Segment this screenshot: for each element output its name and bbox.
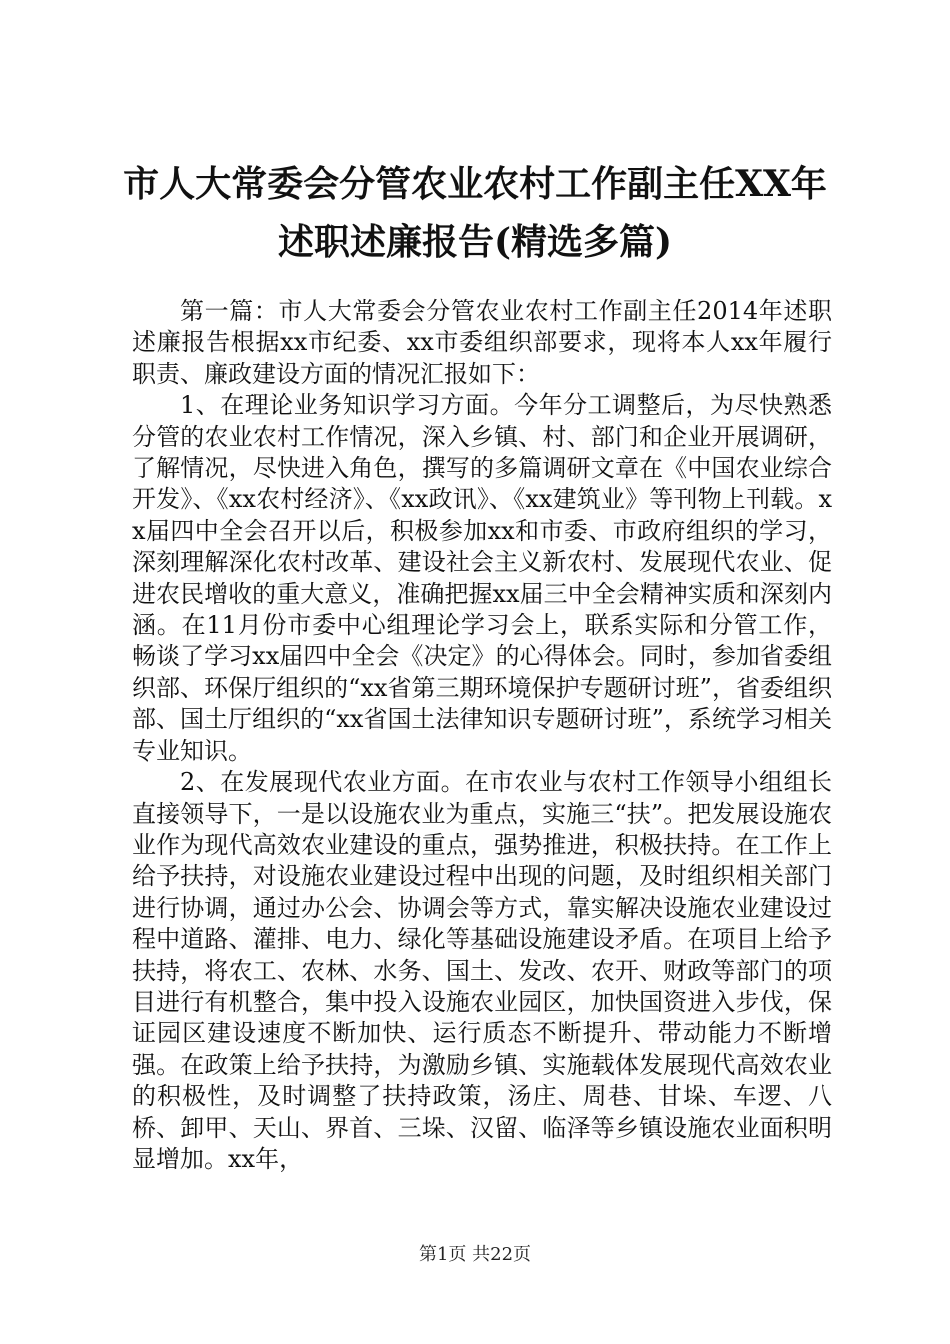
paragraph-agriculture: 2、在发展现代农业方面。在市农业与农村工作领导小组组长直接领导下，一是以设施农业为重点，实施三“扶”。把发展设施农业作为现代高效农业建设的重点，强势推进，积极扶持。在工作上给予扶持，对设施农业建设过程中出现的问题，及时组织相关部门进行协调，通过办公会、协调会等方式，靠实解决设施农业建设过程中道路、灌排、电力、绿化等基础设施建设矛盾。在项目上给予扶持，将农工、农林、水务、国土、发改、农开、财政等部门的项目进行有机整合，集中投入设施农业园区，加快国资进入步伐，保证园区建设速度不断加快、运行质态不断提升、带动能力不断增强。在政策上给予扶持，为激励乡镇、实施载体发展现代高效农业的积极性，及时调整了扶持政策，汤庄、周巷、甘垛、车逻、八桥、卸甲、天山、界首、三垛、汉留、临泽等乡镇设施农业面积明显增加。xx年，	[132, 768, 832, 1173]
paragraph-intro: 第一篇：市人大常委会分管农业农村工作副主任2014年述职述廉报告根据xx市纪委、xx市委组织部要求，现将本人xx年履行职责、廉政建设方面的情况汇报如下：	[132, 297, 832, 388]
document-title-line-1: 市人大常委会分管农业农村工作副主任XX年	[123, 163, 827, 205]
document-title-line-2: 述职述廉报告(精选多篇)	[277, 221, 673, 263]
page-footer: 第1页 共22页	[418, 1244, 532, 1265]
document-body	[132, 296, 832, 1175]
paragraph-study: 1、在理论业务知识学习方面。今年分工调整后，为尽快熟悉分管的农业农村工作情况，深入乡镇、村、部门和企业开展调研，了解情况，尽快进入角色，撰写的多篇调研文章在《中国农业综合开发》、《xx农村经济》、《xx政讯》、《xx建筑业》等刊物上刊载。xx届四中全会召开以后，积极参加xx和市委、市政府组织的学习，深刻理解深化农村改革、建设社会主义新农村、发展现代农业、促进农民增收的重大意义，准确把握xx届三中全会精神实质和深刻内涵。在11月份市委中心组理论学习会上，联系实际和分管工作，畅谈了学习xx届四中全会《决定》的心得体会。同时，参加省委组织部、环保厅组织的“xx省第三期环境保护专题研讨班”，省委组织部、国土厅组织的“xx省国土法律知识专题研讨班”，系统学习相关专业知识。	[132, 391, 832, 765]
